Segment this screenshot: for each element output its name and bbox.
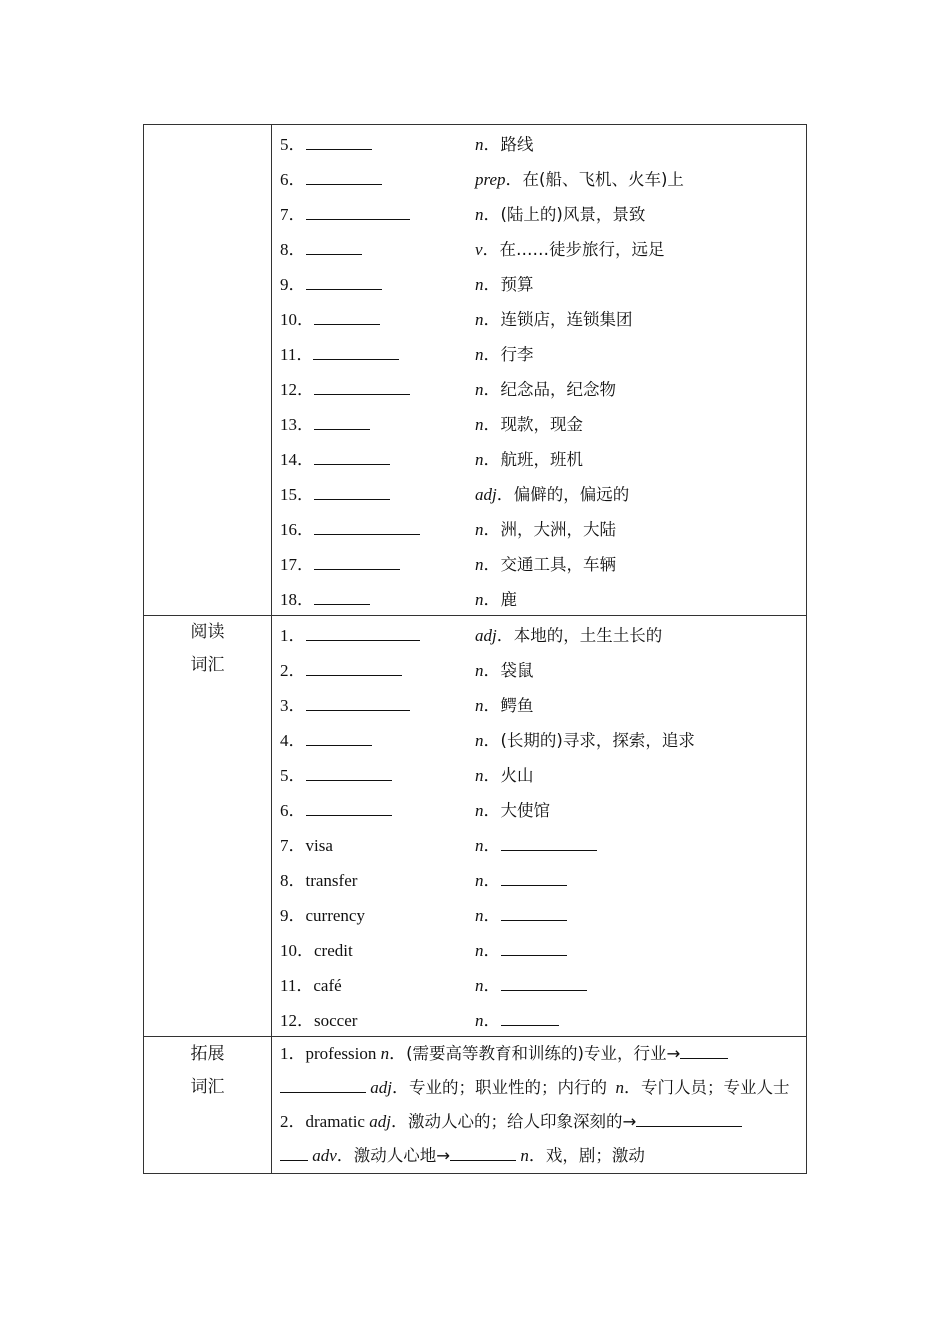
item-meaning: 鳄鱼 xyxy=(500,696,534,715)
part-of-speech: n xyxy=(475,696,484,715)
vocab-row xyxy=(272,756,806,791)
part-of-speech: n xyxy=(475,871,484,890)
item-number: 3． xyxy=(280,696,306,715)
section-2-content xyxy=(272,616,807,1037)
item-number: 8． xyxy=(280,871,306,890)
part-of-speech: n xyxy=(520,1146,529,1165)
answer-blank[interactable] xyxy=(314,554,400,570)
item-number: 6． xyxy=(280,170,306,189)
vocab-row xyxy=(272,791,806,826)
vocab-meaning-cell: n．鹿 xyxy=(475,590,517,609)
item-word: soccer xyxy=(314,1011,358,1030)
vocab-meaning-cell: n．洲，大洲，大陆 xyxy=(475,520,616,539)
item-number: 2． xyxy=(280,661,306,680)
part-of-speech: n xyxy=(475,310,484,329)
answer-blank[interactable] xyxy=(501,1010,559,1026)
item-meaning: 路线 xyxy=(500,135,534,154)
part-of-speech: n xyxy=(475,590,484,609)
answer-blank[interactable] xyxy=(314,414,370,430)
vocab-row xyxy=(272,931,806,966)
vocab-row xyxy=(272,966,806,1001)
vocab-word-cell xyxy=(280,621,475,646)
section-label-extended xyxy=(144,1037,272,1174)
label-line: 拓展 xyxy=(190,1044,225,1064)
vocab-meaning-cell: n．鳄鱼 xyxy=(475,696,534,715)
extended-item-2: 2．dramatic adj．激动人心的；给人印象深刻的→ adv．激动人心地→ n．戏，剧；激动 xyxy=(272,1105,806,1173)
item-meaning: 交通工具，车辆 xyxy=(500,555,616,574)
item-number: 16． xyxy=(280,520,314,539)
vocab-meaning-cell: n．火山 xyxy=(475,766,534,785)
vocab-meaning-cell: n．行李 xyxy=(475,345,534,364)
part-of-speech: n xyxy=(475,906,484,925)
vocab-row xyxy=(272,335,806,370)
item-meaning: 航班，班机 xyxy=(500,450,583,469)
item-word: dramatic xyxy=(305,1112,365,1131)
part-of-speech: adj xyxy=(475,485,497,504)
part-of-speech: v xyxy=(475,240,483,259)
vocab-meaning-cell: n．纪念品，纪念物 xyxy=(475,380,616,399)
answer-blank[interactable] xyxy=(306,134,372,150)
part-of-speech: adj xyxy=(370,1078,392,1097)
item-meaning: 预算 xyxy=(500,275,534,294)
label-line: 阅读 xyxy=(190,622,225,642)
answer-blank[interactable] xyxy=(314,449,390,465)
vocab-meaning-cell: n．连锁店，连锁集团 xyxy=(475,310,633,329)
vocab-word-cell xyxy=(280,1006,475,1031)
answer-blank[interactable] xyxy=(306,695,410,711)
item-meaning: 火山 xyxy=(500,766,534,785)
vocab-row xyxy=(272,195,806,230)
item-number: 5． xyxy=(280,135,306,154)
item-meaning: 纪念品，纪念物 xyxy=(500,380,616,399)
vocab-row xyxy=(272,230,806,265)
vocab-meaning-cell: n． xyxy=(475,831,806,856)
item-meaning: 大使馆 xyxy=(500,801,550,820)
vocab-meaning-cell: n．(陆上的)风景，景致 xyxy=(475,205,646,224)
item-number: 15． xyxy=(280,485,314,504)
item-number: 9． xyxy=(280,275,306,294)
answer-blank[interactable] xyxy=(501,835,597,851)
item-number: 11． xyxy=(280,345,314,364)
vocab-row xyxy=(272,440,806,475)
answer-blank[interactable] xyxy=(306,660,402,676)
vocab-meaning-cell: n．路线 xyxy=(475,135,534,154)
item-number: 1． xyxy=(280,1044,306,1063)
vocabulary-table xyxy=(143,124,807,1174)
section-label-reading xyxy=(144,616,272,1037)
answer-blank[interactable] xyxy=(314,309,380,325)
section-3-content xyxy=(272,1037,807,1174)
answer-blank[interactable] xyxy=(306,765,392,781)
answer-blank[interactable] xyxy=(314,519,420,535)
part-of-speech: n xyxy=(475,380,484,399)
part-of-speech: n xyxy=(475,661,484,680)
vocab-meaning-cell: adj．本地的，土生土长的 xyxy=(475,626,663,645)
vocab-row xyxy=(272,826,806,861)
vocab-row xyxy=(272,125,806,160)
item-meaning: 连锁店，连锁集团 xyxy=(500,310,633,329)
vocab-row xyxy=(272,265,806,300)
item-number: 4． xyxy=(280,731,306,750)
part-of-speech: n xyxy=(475,520,484,539)
item-meaning: 在(船、飞机、火车)上 xyxy=(522,170,684,189)
part-of-speech: n xyxy=(475,731,484,750)
vocab-row xyxy=(272,651,806,686)
answer-blank[interactable] xyxy=(280,1077,366,1093)
vocab-word-cell xyxy=(280,340,475,365)
extended-item-1: 1．profession n．(需要高等教育和训练的)专业，行业→ adj．专业的；职业性的；内行的 n．专门人员；专业人士 xyxy=(280,1044,790,1097)
vocab-word-cell xyxy=(280,585,475,610)
vocab-meaning-cell: n．袋鼠 xyxy=(475,661,534,680)
answer-blank[interactable] xyxy=(306,274,382,290)
vocab-meaning-cell: n． xyxy=(475,1006,806,1031)
item-word: credit xyxy=(314,941,353,960)
item-meaning: 偏僻的，偏远的 xyxy=(513,485,630,504)
vocab-meaning-cell: n． xyxy=(475,971,806,996)
item-number: 10． xyxy=(280,941,314,960)
item-number: 5． xyxy=(280,766,306,785)
vocab-meaning-cell: n． xyxy=(475,901,806,926)
item-word: visa xyxy=(305,836,333,855)
vocab-meaning-cell: v．在……徒步旅行，远足 xyxy=(475,240,665,259)
part-of-speech: n xyxy=(475,275,484,294)
item-definition: (需要高等教育和训练的)专业，行业→ xyxy=(406,1044,681,1063)
vocab-word-cell xyxy=(280,235,475,260)
vocab-row xyxy=(272,1001,806,1036)
vocab-word-cell xyxy=(280,656,475,681)
vocab-word-cell xyxy=(280,305,475,330)
vocab-word-cell xyxy=(280,515,475,540)
item-word: café xyxy=(313,976,342,995)
item-number: 7． xyxy=(280,836,306,855)
vocab-word-cell xyxy=(280,761,475,786)
answer-blank[interactable] xyxy=(306,239,362,255)
answer-blank[interactable] xyxy=(680,1043,728,1059)
vocab-meaning-cell: n．(长期的)寻求，探索，追求 xyxy=(475,731,695,750)
section-row-1 xyxy=(144,125,807,616)
item-word: currency xyxy=(305,906,365,925)
vocab-row xyxy=(272,370,806,405)
item-meaning: (长期的)寻求，探索，追求 xyxy=(500,731,695,750)
vocab-word-cell xyxy=(280,480,475,505)
part-of-speech: n xyxy=(380,1044,390,1063)
vocab-word-cell xyxy=(280,831,475,856)
item-word: profession xyxy=(305,1044,377,1063)
part-of-speech: n xyxy=(475,205,484,224)
part-of-speech: n xyxy=(475,976,484,995)
part-of-speech: n xyxy=(475,135,484,154)
vocab-word-cell xyxy=(280,691,475,716)
part-of-speech: adj xyxy=(369,1112,391,1131)
answer-blank[interactable] xyxy=(306,204,410,220)
vocab-word-cell xyxy=(280,796,475,821)
answer-blank[interactable] xyxy=(636,1111,742,1127)
vocab-word-cell xyxy=(280,866,475,891)
section-row-3 xyxy=(144,1037,807,1174)
vocab-row xyxy=(272,896,806,931)
vocab-row xyxy=(272,160,806,195)
vocab-word-cell xyxy=(280,270,475,295)
part-of-speech: adv xyxy=(312,1146,337,1165)
item-word: transfer xyxy=(305,871,358,890)
vocab-word-cell xyxy=(280,971,475,996)
answer-blank[interactable] xyxy=(306,730,372,746)
part-of-speech: n xyxy=(615,1078,624,1097)
answer-blank[interactable] xyxy=(501,975,587,991)
part-of-speech: n xyxy=(475,450,484,469)
item-number: 9． xyxy=(280,906,306,925)
part-of-speech: adj xyxy=(475,626,497,645)
vocab-word-cell xyxy=(280,410,475,435)
item-number: 13． xyxy=(280,415,314,434)
vocab-meaning-cell: prep．在(船、飞机、火车)上 xyxy=(475,170,684,189)
answer-blank[interactable] xyxy=(313,344,399,360)
part-of-speech: n xyxy=(475,801,484,820)
vocab-row xyxy=(272,616,806,651)
answer-blank[interactable] xyxy=(501,905,567,921)
part-of-speech: n xyxy=(475,345,484,364)
section-label-empty xyxy=(144,125,272,616)
vocab-row xyxy=(272,861,806,896)
part-of-speech: n xyxy=(475,836,484,855)
item-number: 14． xyxy=(280,450,314,469)
vocab-meaning-cell: adj．偏僻的，偏远的 xyxy=(475,485,630,504)
vocab-meaning-cell: n．预算 xyxy=(475,275,534,294)
answer-blank[interactable] xyxy=(314,379,410,395)
vocab-word-cell xyxy=(280,130,475,155)
vocab-word-cell xyxy=(280,200,475,225)
item-number: 2． xyxy=(280,1112,306,1131)
part-of-speech: n xyxy=(475,555,484,574)
item-meaning: 现款，现金 xyxy=(500,415,583,434)
item-meaning: 在……徒步旅行，远足 xyxy=(499,240,665,259)
vocab-row xyxy=(272,475,806,510)
part-of-speech: prep xyxy=(475,170,506,189)
item-number: 17． xyxy=(280,555,314,574)
item-meaning: 袋鼠 xyxy=(500,661,534,680)
vocab-word-cell xyxy=(280,445,475,470)
vocab-meaning-cell: n．现款，现金 xyxy=(475,415,583,434)
label-line: 词汇 xyxy=(190,1077,225,1097)
vocab-word-cell xyxy=(280,165,475,190)
answer-blank[interactable] xyxy=(306,625,420,641)
item-number: 1． xyxy=(280,626,306,645)
item-number: 8． xyxy=(280,240,306,259)
item-number: 11． xyxy=(280,976,314,995)
answer-blank[interactable] xyxy=(501,870,567,886)
answer-blank[interactable] xyxy=(306,800,392,816)
item-meaning: 行李 xyxy=(500,345,534,364)
item-number: 6． xyxy=(280,801,306,820)
item-meaning: 鹿 xyxy=(500,590,517,609)
section-1-content xyxy=(272,125,807,616)
vocab-meaning-cell: n．交通工具，车辆 xyxy=(475,555,616,574)
vocab-meaning-cell: n．大使馆 xyxy=(475,801,550,820)
item-definition: 专业的；职业性的；内行的 xyxy=(408,1078,607,1097)
answer-blank[interactable] xyxy=(501,940,567,956)
vocab-meaning-cell: n．航班，班机 xyxy=(475,450,583,469)
vocab-word-cell xyxy=(280,901,475,926)
vocab-row xyxy=(272,545,806,580)
part-of-speech: n xyxy=(475,766,484,785)
item-number: 10． xyxy=(280,310,314,329)
section-row-2 xyxy=(144,616,807,1037)
item-meaning: (陆上的)风景，景致 xyxy=(500,205,646,224)
part-of-speech: n xyxy=(475,941,484,960)
vocab-word-cell xyxy=(280,375,475,400)
answer-blank[interactable] xyxy=(314,484,390,500)
answer-blank[interactable] xyxy=(306,169,382,185)
vocab-row xyxy=(272,300,806,335)
vocab-row xyxy=(272,510,806,545)
vocab-row xyxy=(272,721,806,756)
item-definition: 激动人心的；给人印象深刻的→ xyxy=(407,1112,637,1131)
item-definition: 专门人员；专业人士 xyxy=(640,1078,790,1097)
item-meaning: 洲，大洲，大陆 xyxy=(500,520,616,539)
vocab-row xyxy=(272,405,806,440)
item-number: 12． xyxy=(280,380,314,399)
vocab-word-cell xyxy=(280,726,475,751)
vocab-row xyxy=(272,580,806,615)
item-number: 12． xyxy=(280,1011,314,1030)
vocab-meaning-cell: n． xyxy=(475,936,806,961)
item-meaning: 本地的，土生土长的 xyxy=(513,626,663,645)
part-of-speech: n xyxy=(475,415,484,434)
answer-blank[interactable] xyxy=(450,1145,516,1161)
item-number: 18． xyxy=(280,590,314,609)
answer-blank[interactable] xyxy=(280,1145,308,1161)
label-line: 词汇 xyxy=(190,655,225,675)
vocab-word-cell xyxy=(280,550,475,575)
vocab-meaning-cell: n． xyxy=(475,866,806,891)
answer-blank[interactable] xyxy=(314,589,370,605)
part-of-speech: n xyxy=(475,1011,484,1030)
item-number: 7． xyxy=(280,205,306,224)
vocab-row xyxy=(272,686,806,721)
vocab-word-cell xyxy=(280,936,475,961)
item-definition: 激动人心地→ xyxy=(353,1146,451,1165)
item-definition: 戏，剧；激动 xyxy=(545,1146,645,1165)
